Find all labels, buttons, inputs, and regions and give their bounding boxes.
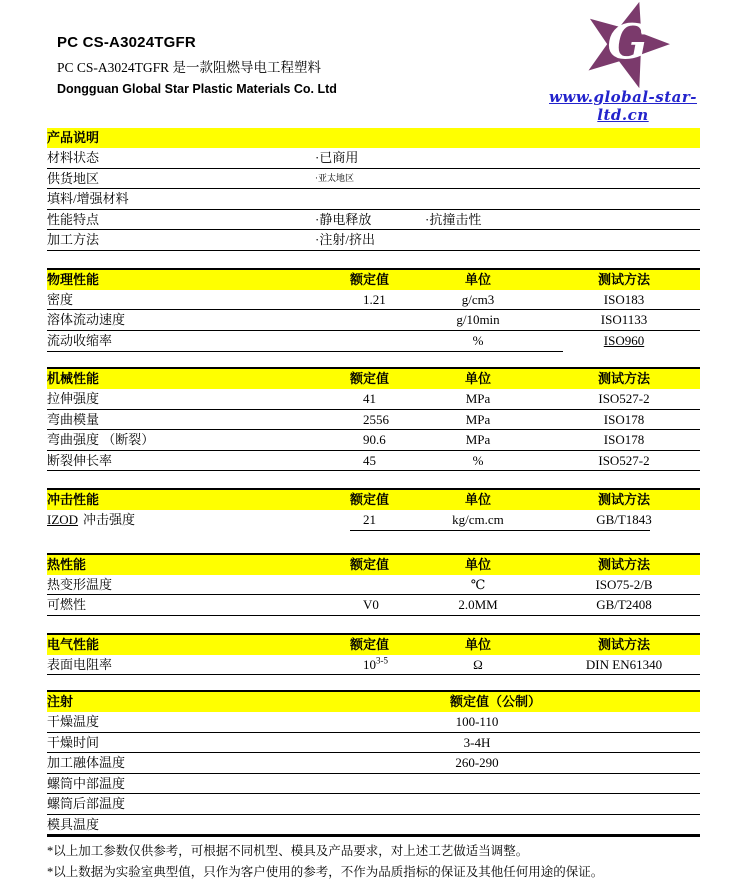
electrical-properties-section xyxy=(47,633,700,676)
table-row xyxy=(47,774,700,795)
property-method: ISO183 xyxy=(603,291,645,307)
table-row xyxy=(47,753,700,774)
property-name: 弯曲模量 xyxy=(47,411,100,427)
section-title: 机械性能 xyxy=(47,371,100,386)
col-header-value: 额定值 xyxy=(350,371,390,386)
table-row xyxy=(47,451,700,472)
table-row xyxy=(47,410,700,431)
table-row xyxy=(47,575,700,596)
col-header-unit: 单位 xyxy=(464,371,491,386)
property-name: 溶体流动速度 xyxy=(47,312,126,327)
parameter-value: 3-4H xyxy=(463,734,491,750)
row-label: 填料/增强材料 xyxy=(47,191,129,206)
col-header-method: 测试方法 xyxy=(597,636,650,652)
product-title: PC CS-A3024TGFR xyxy=(57,34,196,51)
table-row xyxy=(47,310,700,331)
property-method: DIN EN61340 xyxy=(585,656,663,672)
property-unit: MPa xyxy=(465,391,491,406)
property-name: 表面电阻率 xyxy=(47,656,113,672)
table-row xyxy=(47,230,700,251)
col-header-unit: 单位 xyxy=(464,556,491,572)
parameter-value: 260-290 xyxy=(455,755,499,770)
row-value: ·注射/挤出 xyxy=(315,232,375,247)
section-title: 电气性能 xyxy=(47,636,100,652)
property-unit: Ω xyxy=(473,656,483,672)
row-label: 供货地区 xyxy=(47,170,100,186)
star-logo-icon xyxy=(528,0,718,92)
property-value: 41 xyxy=(363,391,376,406)
property-method: GB/T2408 xyxy=(596,597,652,612)
col-header-value: 额定值 xyxy=(350,636,390,652)
col-header-method: 测试方法 xyxy=(597,371,650,386)
impact-properties-section xyxy=(47,488,700,530)
table-row xyxy=(47,430,700,451)
col-header-method: 测试方法 xyxy=(597,556,650,572)
parameter-value: 100-110 xyxy=(455,714,499,729)
property-method: ISO178 xyxy=(603,432,645,447)
section-title: 热性能 xyxy=(47,556,87,572)
property-value: 2556 xyxy=(363,411,389,427)
property-unit: g/cm3 xyxy=(461,291,495,307)
property-unit: MPa xyxy=(465,411,491,427)
logo-block xyxy=(528,0,718,125)
table-row xyxy=(47,331,700,351)
property-name: 弯曲强度 （断裂） xyxy=(47,432,155,447)
mechanical-properties-section xyxy=(47,367,700,471)
product-subtitle: PC CS-A3024TGFR 是一款阻燃导电工程塑料 xyxy=(57,60,322,75)
injection-parameters-section xyxy=(47,690,700,837)
svg-text:G: G xyxy=(607,14,649,71)
col-header-value-metric: 额定值（公制） xyxy=(450,694,542,709)
property-name: 拉伸强度 xyxy=(47,391,100,406)
property-unit: 2.0MM xyxy=(458,597,498,612)
property-name: 流动收缩率 xyxy=(47,332,113,348)
row-value: ·静电释放 xyxy=(315,211,372,227)
row-value: ·已商用 xyxy=(315,150,359,165)
property-unit: ℃ xyxy=(470,576,486,592)
property-name: 可燃性 xyxy=(47,597,87,612)
parameter-name: 干燥温度 xyxy=(47,714,100,729)
section-header-bar xyxy=(47,128,700,148)
property-value: V0 xyxy=(363,597,379,612)
property-method: ISO527-2 xyxy=(598,452,650,468)
col-header-unit: 单位 xyxy=(464,492,491,507)
table-row xyxy=(47,510,700,530)
company-name: Dongguan Global Star Plastic Materials Co. Ltd xyxy=(57,82,337,96)
section-header-bar xyxy=(47,635,700,655)
value-exponent: 3-5 xyxy=(376,655,388,666)
property-unit: kg/cm.cm xyxy=(452,512,504,527)
table-row xyxy=(47,655,700,676)
section-title: 冲击性能 xyxy=(47,492,100,507)
property-name-prefix: IZOD xyxy=(47,512,79,527)
property-name xyxy=(47,510,135,529)
physical-properties-section xyxy=(47,268,700,351)
table-row xyxy=(47,733,700,754)
property-unit: % xyxy=(472,332,484,348)
thermal-properties-section xyxy=(47,553,700,616)
col-header-method: 测试方法 xyxy=(597,271,650,287)
table-row xyxy=(47,389,700,410)
section-header-bar xyxy=(47,555,700,575)
footer-notes xyxy=(47,843,700,881)
property-method: ISO178 xyxy=(603,411,645,427)
property-method: ISO960 xyxy=(603,332,645,348)
row-value: ·亚太地区 xyxy=(315,172,354,183)
table-row xyxy=(47,595,700,616)
parameter-name: 模具温度 xyxy=(47,816,100,832)
parameter-name: 干燥时间 xyxy=(47,734,100,750)
property-method: ISO1133 xyxy=(600,312,648,327)
table-row xyxy=(47,148,700,169)
property-unit: % xyxy=(472,452,484,468)
property-method: ISO75-2/B xyxy=(595,576,653,592)
section-header-bar xyxy=(47,270,700,290)
col-header-unit: 单位 xyxy=(464,271,491,287)
table-row xyxy=(47,290,700,311)
parameter-name: 加工融体温度 xyxy=(47,755,126,770)
property-name-text: 冲击强度 xyxy=(83,512,136,527)
property-name: 热变形温度 xyxy=(47,576,113,592)
col-header-method: 测试方法 xyxy=(597,492,650,507)
property-unit: g/10min xyxy=(456,312,500,327)
section-header-bar xyxy=(47,692,700,712)
parameter-name: 螺筒中部温度 xyxy=(47,775,126,791)
row-label: 材料状态 xyxy=(47,150,100,165)
property-unit: MPa xyxy=(465,432,491,447)
product-description-section xyxy=(47,128,700,251)
property-method: ISO527-2 xyxy=(598,391,650,406)
parameter-name: 螺筒后部温度 xyxy=(47,796,126,811)
note-line: *以上加工参数仅供参考，可根据不同机型、模具及产品要求，对上述工艺做适当调整。 xyxy=(47,844,529,858)
table-row xyxy=(47,794,700,815)
table-row xyxy=(47,210,700,231)
table-row xyxy=(47,169,700,190)
table-row xyxy=(47,815,700,838)
col-header-value: 额定值 xyxy=(350,556,390,572)
section-header-bar xyxy=(47,369,700,389)
row-label: 加工方法 xyxy=(47,232,100,247)
property-name: 密度 xyxy=(47,291,74,307)
table-row xyxy=(47,189,700,210)
table-row xyxy=(47,712,700,733)
property-value: 90.6 xyxy=(363,432,386,447)
value-base: 10 xyxy=(363,656,376,672)
property-method: GB/T1843 xyxy=(596,512,652,527)
row-underline-segment xyxy=(47,351,563,352)
row-value-2: ·抗撞击性 xyxy=(425,211,482,227)
col-header-value: 额定值 xyxy=(350,271,390,287)
section-title: 产品说明 xyxy=(47,130,100,145)
property-value: 21 xyxy=(363,512,376,527)
section-title: 物理性能 xyxy=(47,271,100,287)
row-label: 性能特点 xyxy=(47,211,100,227)
property-value: 45 xyxy=(363,452,376,468)
note-line: *以上数据为实验室典型值，只作为客户使用的参考，不作为品质指标的保证及其他任何用途的保证。 xyxy=(47,865,604,880)
section-title: 注射 xyxy=(47,694,74,709)
property-value: 1.21 xyxy=(363,291,386,307)
property-name: 断裂伸长率 xyxy=(47,452,113,468)
col-header-unit: 单位 xyxy=(464,636,491,652)
section-header-bar xyxy=(47,490,700,510)
website-link[interactable]: www.global-star-ltd.cn xyxy=(549,88,697,124)
row-underline-segment xyxy=(350,530,650,531)
col-header-value: 额定值 xyxy=(350,492,390,507)
header xyxy=(47,0,700,128)
